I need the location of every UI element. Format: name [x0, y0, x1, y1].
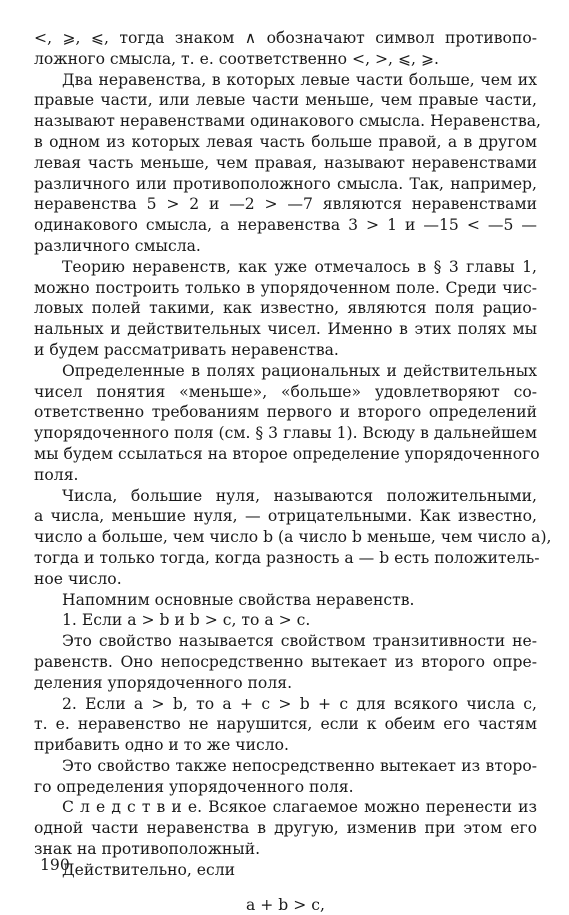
text-line: деления упорядоченного поля. [34, 673, 293, 692]
text-line: тогда и только тогда, когда разность a — b есть положитель- [34, 548, 540, 567]
page-body [34, 28, 552, 915]
text-line: 2. Если a > b, то a + c > b + c для всякого числа c, [62, 694, 537, 713]
text-line: Два неравенства, в которых левые части больше, чем их [62, 70, 537, 89]
text-line: Определенные в полях рациональных и действительных [62, 361, 537, 380]
text-line: различного или противоположного смысла. Так, например, [34, 174, 537, 193]
text-line: неравенства 5 > 2 и —2 > —7 являются неравенствами [34, 195, 537, 214]
text-line: Напомним основные свойства неравенств. [62, 590, 415, 609]
text-line: С л е д с т в и е. Всякое слагаемое можно перенести из [62, 798, 537, 817]
text-line: Теорию неравенств, как уже отмечалось в § 3 главы 1, [62, 257, 537, 276]
text-line: Это свойство называется свойством транзитивности не- [62, 632, 537, 651]
text-line: упорядоченного поля (см. § 3 главы 1). Всюду в дальнейшем [34, 424, 537, 443]
text-line: <, ⩾, ⩽, тогда знаком ∧ обозначают символ противопо- [34, 29, 537, 47]
text-line: го определения упорядоченного поля. [34, 777, 354, 796]
text-line: знак на противоположный. [34, 840, 261, 859]
text-line: различного смысла. [34, 236, 201, 255]
text-line: нальных и действительных чисел. Именно в этих полях мы [34, 320, 537, 339]
formula: a + b > c, [246, 895, 325, 914]
text-line: прибавить одно и то же число. [34, 736, 289, 755]
formula-spacer [34, 881, 537, 895]
text-line: число a больше, чем число b (а число b меньше, чем число a), [34, 528, 552, 547]
text-line: левая часть меньше, чем правая, называют неравенствами [34, 153, 537, 172]
text-line: ответственно требованиям первого и второго определений [34, 403, 537, 422]
text-line: равенств. Оно непосредственно вытекает из второго опре- [34, 652, 537, 671]
text-line: мы будем ссылаться на второе определение упорядоченного [34, 444, 540, 463]
text-line: поля. [34, 465, 79, 484]
text-line: и будем рассматривать неравенства. [34, 340, 339, 359]
page-number: 190 [40, 856, 70, 874]
text-line: называют неравенствами одинакового смысла. Неравенства, [34, 112, 541, 131]
text-line: одной части неравенства в другую, изменив при этом его [34, 819, 537, 838]
text-line: т. е. неравенство не нарушится, если к обеим его частям [34, 715, 537, 734]
text-lines [34, 28, 552, 881]
text-line: Числа, большие нуля, называются положительными, [62, 486, 537, 505]
text-line: можно построить только в упорядоченном поле. Среди чис- [34, 278, 537, 297]
text-line: ное число. [34, 569, 122, 588]
text-line: ловых полей такими, как известно, являются поля рацио- [34, 299, 537, 318]
text-line: в одном из которых левая часть больше правой, а в другом [34, 132, 537, 151]
text-line: одинакового смысла, а неравенства 3 > 1 и —15 < —5 — [34, 216, 537, 235]
text-line: а числа, меньшие нуля, — отрицательными. Как известно, [34, 507, 537, 526]
text-line: Действительно, если [62, 860, 236, 879]
text-line: Это свойство также непосредственно вытекает из второ- [62, 756, 537, 775]
text-line: чисел понятия «меньше», «больше» удовлетворяют со- [34, 382, 537, 401]
text-line: ложного смысла, т. е. соответственно <, >, ⩽, ⩾. [34, 49, 439, 68]
text-line: правые части, или левые части меньше, чем правые части, [34, 91, 537, 110]
text-line: 1. Если a > b и b > c, то a > c. [62, 611, 311, 630]
